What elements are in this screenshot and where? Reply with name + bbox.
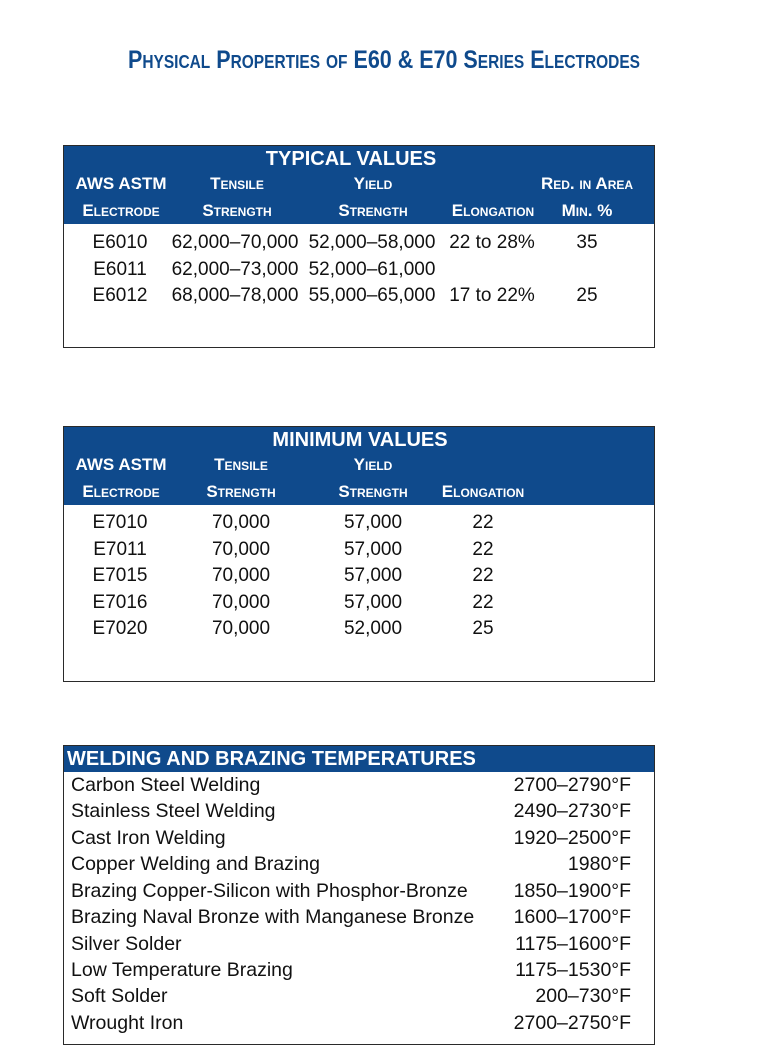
cell-yield: 52,000–61,000: [308, 259, 436, 280]
col-header-tensile-strength: Strength: [206, 482, 276, 501]
col-header-min-percent: Min. %: [561, 201, 613, 220]
welding-temperatures-table: [63, 745, 655, 1045]
col-header-electrode: Electrode: [82, 482, 160, 501]
cell-tensile: 70,000: [211, 539, 271, 560]
table-row: [64, 852, 656, 878]
cell-temperature: 2700–2790°F: [513, 774, 631, 796]
col-header-elongation: Elongation: [441, 482, 525, 501]
cell-temperature: 1920–2500°F: [513, 827, 631, 849]
cell-elongation: 17 to 22%: [449, 285, 535, 306]
cell-electrode: E7020: [92, 618, 148, 639]
cell-tensile: 70,000: [211, 592, 271, 613]
col-header-yield: Yield: [353, 455, 393, 474]
welding-temperatures-header: [64, 746, 654, 772]
typical-values-header: [64, 146, 654, 224]
table-row: [64, 799, 656, 825]
cell-process: Silver Solder: [71, 933, 182, 955]
cell-process: Carbon Steel Welding: [71, 774, 261, 796]
minimum-values-header: [64, 427, 654, 505]
minimum-values-table: [63, 426, 655, 682]
cell-electrode: E7011: [93, 539, 147, 560]
cell-temperature: 2700–2750°F: [513, 1012, 631, 1034]
col-header-yield-strength: Strength: [338, 482, 408, 501]
cell-elongation: 22: [472, 592, 494, 613]
minimum-values-banner: MINIMUM VALUES: [272, 429, 448, 451]
cell-process: Brazing Copper-Silicon with Phosphor-Bronze: [71, 880, 468, 902]
cell-temperature: 1175–1530°F: [515, 959, 631, 981]
table-row: [64, 1011, 656, 1037]
cell-yield: 57,000: [343, 565, 403, 586]
col-header-elongation: Elongation: [451, 201, 535, 220]
table-row: [64, 879, 656, 905]
cell-elongation: 22 to 28%: [449, 232, 535, 253]
cell-temperature: 1600–1700°F: [513, 906, 631, 928]
cell-elongation: 22: [472, 539, 494, 560]
cell-yield: 52,000: [343, 618, 403, 639]
col-header-red-in-area: Red. in Area: [540, 174, 634, 193]
cell-yield: 57,000: [343, 539, 403, 560]
table-row: [64, 984, 656, 1010]
cell-tensile: 70,000: [211, 512, 271, 533]
cell-temperature: 1850–1900°F: [513, 880, 631, 902]
table-row: [64, 958, 656, 984]
cell-electrode: E6010: [92, 232, 148, 253]
col-header-tensile: Tensile: [210, 174, 264, 193]
cell-elongation: 22: [472, 565, 494, 586]
welding-temperatures-title: WELDING AND BRAZING TEMPERATURES: [67, 748, 476, 770]
table-row: [64, 773, 656, 799]
cell-red-area: 35: [576, 232, 598, 253]
col-header-yield-strength: Strength: [338, 201, 408, 220]
cell-temperature: 1175–1600°F: [515, 933, 631, 955]
cell-yield: 52,000–58,000: [308, 232, 436, 253]
cell-electrode: E7016: [92, 592, 148, 613]
cell-yield: 57,000: [343, 592, 403, 613]
cell-electrode: E6011: [93, 259, 147, 280]
table-row: [64, 905, 656, 931]
cell-process: Low Temperature Brazing: [71, 959, 293, 981]
cell-electrode: E7010: [92, 512, 148, 533]
typical-values-table: [63, 145, 655, 348]
cell-process: Stainless Steel Welding: [71, 800, 276, 822]
col-header-aws-astm: AWS ASTM: [75, 455, 167, 474]
cell-electrode: E6012: [92, 285, 148, 306]
cell-tensile: 62,000–70,000: [171, 232, 299, 253]
col-header-tensile-strength: Strength: [202, 201, 272, 220]
cell-process: Copper Welding and Brazing: [71, 853, 320, 875]
cell-temperature: 1980°F: [567, 853, 631, 875]
cell-elongation: 25: [472, 618, 494, 639]
table-row: [64, 826, 656, 852]
cell-yield: 55,000–65,000: [308, 285, 436, 306]
cell-process: Brazing Naval Bronze with Manganese Bronze: [71, 906, 475, 928]
cell-process: Soft Solder: [71, 985, 168, 1007]
cell-red-area: 25: [576, 285, 598, 306]
page-title: Physical Properties of E60 & E70 Series Electrodes: [127, 46, 641, 74]
col-header-tensile: Tensile: [214, 455, 268, 474]
cell-temperature: 200–730°F: [535, 985, 631, 1007]
cell-temperature: 2490–2730°F: [513, 800, 631, 822]
cell-process: Cast Iron Welding: [71, 827, 226, 849]
cell-yield: 57,000: [343, 512, 403, 533]
typical-values-banner: TYPICAL VALUES: [265, 148, 437, 170]
cell-elongation: 22: [472, 512, 494, 533]
col-header-electrode: Electrode: [82, 201, 160, 220]
cell-tensile: 70,000: [211, 618, 271, 639]
table-row: [64, 932, 656, 958]
cell-process: Wrought Iron: [71, 1012, 184, 1034]
col-header-yield: Yield: [353, 174, 393, 193]
cell-tensile: 70,000: [211, 565, 271, 586]
cell-tensile: 68,000–78,000: [171, 285, 299, 306]
cell-electrode: E7015: [92, 565, 148, 586]
cell-tensile: 62,000–73,000: [171, 259, 299, 280]
col-header-aws-astm: AWS ASTM: [75, 174, 167, 193]
